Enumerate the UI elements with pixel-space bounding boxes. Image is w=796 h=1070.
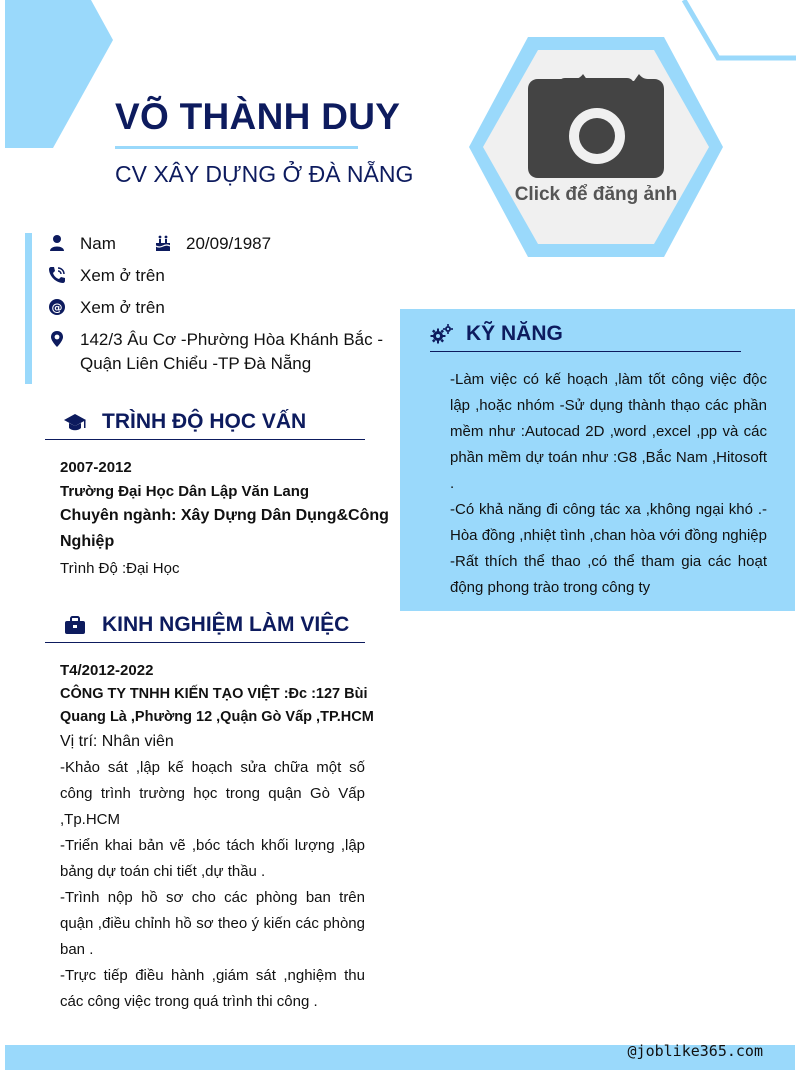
corner-decoration-top-left — [5, 0, 113, 148]
skills-heading — [430, 322, 563, 346]
experience-company-line-1: CÔNG TY TNHH KIẾN TẠO VIỆT :Đc :127 Bùi — [60, 686, 368, 702]
education-heading — [63, 410, 306, 434]
info-accent-bar — [25, 233, 32, 384]
education-divider — [45, 439, 365, 440]
education-major-line-1: Chuyên ngành: Xây Dựng Dân Dụng&Công — [60, 507, 389, 524]
phone-row — [48, 264, 165, 288]
experience-title: KINH NGHIỆM LÀM VIỆC — [102, 613, 350, 636]
education-title: TRÌNH ĐỘ HỌC VẤN — [102, 410, 307, 433]
experience-entry — [60, 659, 374, 1015]
experience-divider — [45, 642, 365, 643]
experience-period: T4/2012-2022 — [60, 662, 154, 679]
experience-position: Vị trí: Nhân viên — [60, 733, 174, 750]
svg-text:@: @ — [51, 301, 63, 314]
email-value: Xem ở trên — [80, 298, 165, 317]
experience-company-line-2: Quang Là ,Phường 12 ,Quận Gò Vấp ,TP.HCM — [60, 709, 374, 725]
education-major-line-2: Nghiệp — [60, 533, 115, 550]
location-pin-icon — [48, 330, 66, 348]
education-period: 2007-2012 — [60, 459, 132, 476]
education-school: Trường Đại Học Dân Lập Văn Lang — [60, 483, 310, 500]
email-at-icon — [48, 298, 66, 316]
phone-value: Xem ở trên — [80, 266, 165, 285]
skills-paragraph: -Có khả năng đi công tác xa ,không ngại khó .-Hòa đồng ,nhiệt tình ,chan hòa với đồng nghiệp -Rất thích thể thao ,có thể tham gia các hoạt động phong trào trong công ty — [450, 501, 767, 596]
skills-divider — [430, 351, 741, 352]
education-level: Trình Độ :Đại Học — [60, 560, 180, 577]
address-line-2: Quận Liên Chiểu -TP Đà Nẵng — [80, 354, 312, 373]
graduation-cap-icon — [63, 411, 87, 433]
email-row — [48, 296, 165, 320]
gender-value: Nam — [80, 234, 116, 253]
birthday-row — [154, 232, 271, 256]
briefcase-icon — [63, 614, 87, 636]
gears-icon — [430, 323, 454, 345]
experience-duty: -Trình nộp hồ sơ cho các phòng ban trên quận ,điều chỉnh hồ sơ theo ý kiến các phòng ban . — [60, 889, 365, 958]
name-underline — [115, 146, 358, 149]
candidate-name: VÕ THÀNH DUY — [115, 96, 401, 137]
experience-duty: -Trực tiếp điều hành ,giám sát ,nghiệm thu các công việc trong quá trình thi công . — [60, 967, 365, 1010]
gender-row — [48, 232, 116, 256]
footer-watermark: @joblike365.com — [627, 1042, 763, 1060]
education-entry — [60, 456, 389, 583]
experience-heading — [63, 613, 349, 637]
skills-paragraph: -Làm việc có kế hoạch ,làm tốt công việc độc lập ,hoặc nhóm -Sử dụng thành thạo các phần mềm như :Autocad 2D ,word ,excel ,pp và các phần mềm dự toán như :G8 ,Bắc Nam ,Hitosoft . — [450, 371, 767, 492]
skills-title: KỸ NĂNG — [466, 322, 563, 345]
camera-icon — [528, 74, 664, 178]
user-icon — [48, 234, 66, 252]
experience-duty: -Khảo sát ,lập kế hoạch sửa chữa một số công trình trường học trong quận Gò Vấp ,Tp.HCM — [60, 759, 365, 828]
job-title: CV XÂY DỰNG Ở ĐÀ NẴNG — [115, 161, 414, 187]
photo-upload[interactable] — [466, 34, 726, 260]
photo-upload-label[interactable]: Click để đăng ảnh — [514, 184, 678, 205]
skills-content — [450, 367, 767, 601]
phone-icon — [48, 266, 66, 284]
address-line-1: 142/3 Âu Cơ -Phường Hòa Khánh Bắc - — [80, 330, 384, 349]
address-row — [48, 328, 383, 376]
birthday-cake-icon — [154, 234, 172, 252]
experience-duty: -Triển khai bản vẽ ,bóc tách khối lượng ,lập bảng dự toán chi tiết ,dự thầu . — [60, 837, 365, 880]
birthday-value: 20/09/1987 — [186, 234, 272, 253]
